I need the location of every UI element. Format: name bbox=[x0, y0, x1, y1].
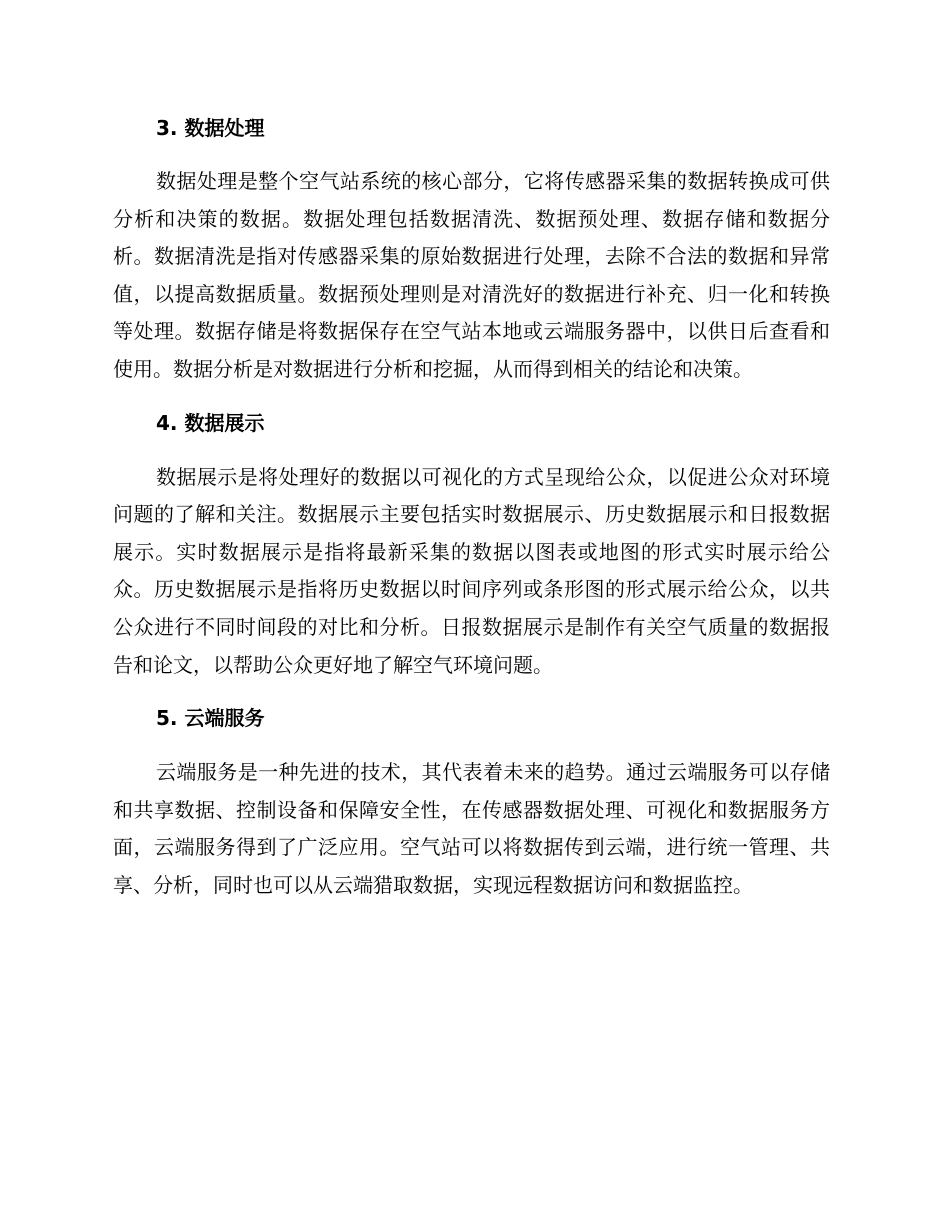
section-paragraph-data-display: 数据展示是将处理好的数据以可视化的方式呈现给公众，以促进公众对环境问题的了解和关注。数据展示主要包括实时数据展示、历史数据展示和日报数据展示。实时数据展示是指将最新采集的数据以图表或地图的形式实时展示给公众。历史数据展示是指将历史数据以时间序列或条形图的形式展示给公众，以共公众进行不同时间段的对比和分析。日报数据展示是制作有关空气质量的数据报告和论文，以帮助公众更好地了解空气环境问题。 bbox=[113, 464, 830, 677]
section-paragraph-cloud-service: 云端服务是一种先进的技术，其代表着未来的趋势。通过云端服务可以存储和共享数据、控制设备和保障安全性，在传感器数据处理、可视化和数据服务方面，云端服务得到了广泛应用。空气站可以将数据传到云端，进行统一管理、共享、分析，同时也可以从云端猎取数据，实现远程数据访问和数据监控。 bbox=[113, 760, 830, 897]
section-paragraph-data-processing: 数据处理是整个空气站系统的核心部分，它将传感器采集的数据转换成可供分析和决策的数据。数据处理包括数据清洗、数据预处理、数据存储和数据分析。数据清洗是指对传感器采集的原始数据进行处理，去除不合法的数据和异常值，以提高数据质量。数据预处理则是对清洗好的数据进行补充、归一化和转换等处理。数据存储是将数据保存在空气站本地或云端服务器中，以供日后查看和使用。数据分析是对数据进行分析和挖掘，从而得到相关的结论和决策。 bbox=[113, 169, 830, 381]
section-heading-data-processing: 3. 数据处理 bbox=[156, 116, 265, 140]
section-heading-cloud-service: 5. 云端服务 bbox=[156, 706, 265, 731]
section-heading-data-display: 4. 数据展示 bbox=[156, 410, 265, 435]
document-body bbox=[113, 108, 830, 905]
